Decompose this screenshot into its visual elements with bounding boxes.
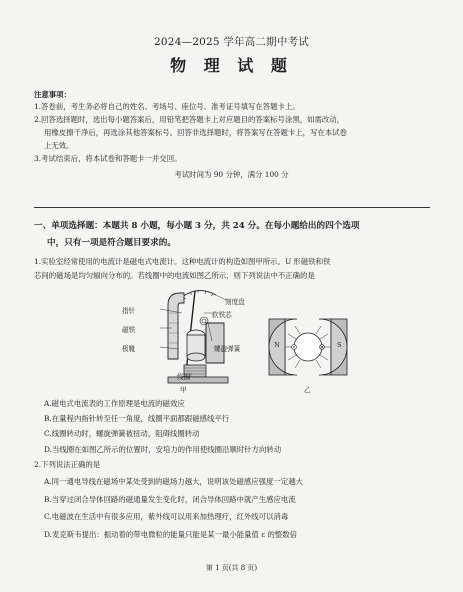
q1-option-b: B.在量程内指针转至任一角度，线圈平面都跟磁感线平行 [44, 414, 230, 423]
notes-item: 1.答卷前，考生务必将自己的姓名、考场号、座位号、准考证号填写在答题卡上。 [34, 102, 300, 111]
radial-field-drawing [267, 315, 349, 383]
label-core: 软铁芯 [212, 311, 232, 319]
notes-item: 上无效。 [44, 141, 74, 150]
label-s-pole: S [337, 341, 342, 349]
label-magnet: 磁铁 [122, 326, 136, 334]
label-pointer: 指针 [122, 307, 136, 315]
section-heading: 一、单项选择题：本题共 8 小题，每小题 3 分，共 24 分。在每小题给出的四个选项 [34, 221, 360, 231]
q1-option-c: C.线圈转动时，螺旋弹簧被扭动，阻碍线圈转动 [44, 429, 200, 438]
exam-time-info: 考试时间为 90 分钟，满分 100 分 [174, 170, 289, 179]
label-fig-b: 乙 [304, 386, 311, 394]
q2-option-b: B.当穿过闭合导体回路的磁通量发生变化时，闭合导体回路中就产生感应电流 [44, 495, 296, 504]
q2-stem: 2.下列说法正确的是 [34, 460, 101, 469]
section-heading-cont: 中，只有一项是符合题目要求的。 [47, 238, 176, 248]
exam-title: 2024—2025 学年高二期中考试 [154, 36, 309, 48]
notes-item: 3.考试结束后，将本试卷和答题卡一并交回。 [34, 154, 182, 163]
q2-option-d: D.麦克斯韦提出：振动着的带电微粒的能量只能是某一最小能量值 ε 的整数倍 [44, 530, 298, 539]
subject-title: 物 理 试 题 [170, 56, 293, 75]
figure-galvanometer-structure [120, 283, 270, 393]
notes-item: 用橡皮擦干净后，再选涂其他答案标号。回答非选择题时，将答案写在答题卡上，写在本试卷 [44, 128, 348, 137]
q1-stem: 1.实验室经常使用的电流计是磁电式电流计。这种电流计的构造如图甲所示。U 形磁铁和铁 [34, 257, 331, 266]
q1-option-a: A.磁电式电流表的工作原理是电流的磁效应 [44, 399, 185, 408]
label-coil: 线圈 [177, 373, 191, 381]
label-spring: 螺旋弹簧 [214, 345, 241, 353]
section-divider [34, 207, 430, 208]
label-dial: 刻度盘 [225, 298, 245, 306]
label-n-pole: N [274, 341, 280, 349]
figure-radial-field [267, 315, 349, 395]
notes-heading: 注意事项： [34, 90, 71, 99]
q1-option-d: D.当线圈在如图乙所示的位置时，安培力的作用使线圈沿顺时针方向转动 [44, 445, 282, 454]
q2-option-a: A.同一通电导线在磁场中某处受到的磁场力越大，说明该处磁感应强度一定越大 [44, 477, 303, 486]
q2-option-c: C.电磁波在生活中有很多应用，紫外线可以用来加热理疗，红外线可以消毒 [44, 512, 289, 521]
notes-item: 2.回答选择题时，选出每小题答案后，用铅笔把答题卡上对应题目的答案标号涂黑，如需改动， [34, 115, 345, 124]
label-pole-shoe: 极靴 [122, 345, 136, 353]
q1-stem-cont: 芯间的磁场是均匀辐向分布的。若线圈中的电流如图乙所示，则下列说法中不正确的是 [34, 271, 315, 280]
page-number: 第 1 页(共 8 页) [205, 564, 258, 572]
galvanometer-drawing [120, 283, 270, 393]
label-fig-a: 甲 [180, 386, 187, 394]
